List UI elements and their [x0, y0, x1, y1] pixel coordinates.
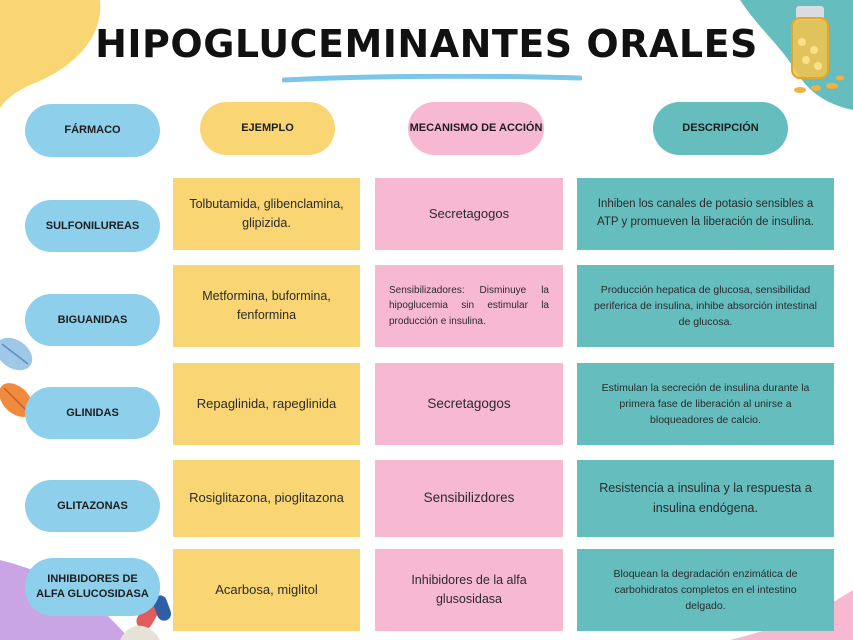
row-1-descripcion: Inhiben los canales de potasio sensibles a ATP y promueven la liberación de insulina. [577, 178, 834, 250]
row-1-mecanismo: Secretagogos [375, 178, 563, 250]
row-1-ejemplo: Tolbutamida, glibenclamina, glipizida. [173, 178, 360, 250]
row-2-mecanismo: Sensibilizadores: Disminuye la hipoglucemia sin estimular la producción e insulina. [375, 265, 563, 347]
row-5-mecanismo: Inhibidores de la alfa glusosidasa [375, 549, 563, 631]
row-4-ejemplo: Rosiglitazona, pioglitazona [173, 460, 360, 537]
header-farmaco: FÁRMACO [25, 104, 160, 157]
row-5-ejemplo: Acarbosa, miglitol [173, 549, 360, 631]
row-4-farmaco: GLITAZONAS [25, 480, 160, 532]
row-5-descripcion: Bloquean la degradación enzimática de carbohidratos completos en el intestino delgado. [577, 549, 834, 631]
row-4-descripcion: Resistencia a insulina y la respuesta a insulina endógena. [577, 460, 834, 537]
page-title: HIPOGLUCEMINANTES ORALES [95, 22, 758, 66]
row-3-descripcion: Estimulan la secreción de insulina durante la primera fase de liberación al unirse a bloqueadores de calcio. [577, 363, 834, 445]
header-mecanismo: MECANISMO DE ACCIÓN [408, 102, 544, 155]
row-3-mecanismo: Secretagogos [375, 363, 563, 445]
row-1-farmaco: SULFONILUREAS [25, 200, 160, 252]
row-4-mecanismo: Sensibilizdores [375, 460, 563, 537]
row-3-farmaco: GLINIDAS [25, 387, 160, 439]
title-underline [282, 74, 582, 83]
row-5-farmaco: INHIBIDORES DE ALFA GLUCOSIDASA [25, 558, 160, 616]
row-3-ejemplo: Repaglinida, rapeglinida [173, 363, 360, 445]
header-descripcion: DESCRIPCIÓN [653, 102, 788, 155]
row-2-descripcion: Producción hepatica de glucosa, sensibilidad periferica de insulina, inhibe absorción intestinal de glucosa. [577, 265, 834, 347]
header-ejemplo: EJEMPLO [200, 102, 335, 155]
row-2-ejemplo: Metformina, buformina, fenformina [173, 265, 360, 347]
row-2-farmaco: BIGUANIDAS [25, 294, 160, 346]
